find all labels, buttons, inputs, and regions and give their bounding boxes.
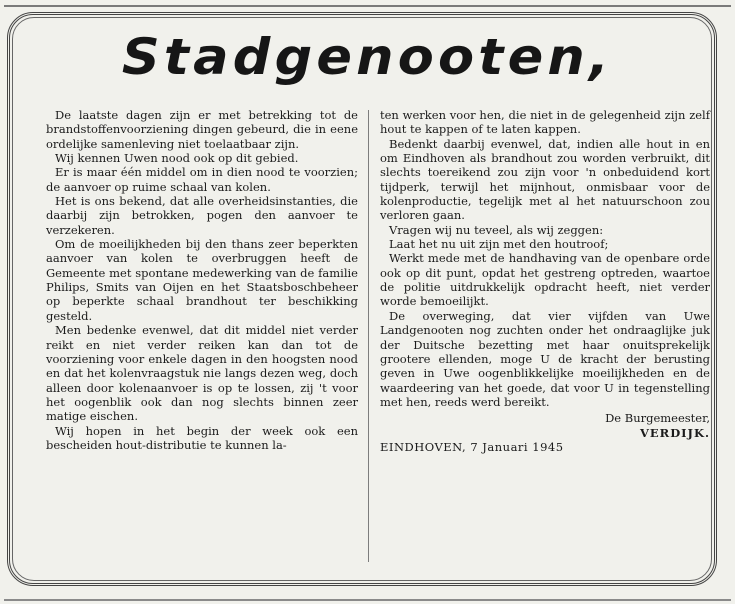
paragraph: Werkt mede met de handhaving van de openbare orde ook op dit punt, opdat het gestreng optreden, waartoe de politie uitdrukkelijk opdracht heeft, niet verder worde bemoeilijkt. [380, 251, 710, 309]
paragraph: Vragen wij nu teveel, als wij zeggen: [389, 222, 604, 237]
paragraph: De overweging, dat vier vijfden van Uwe Landgenooten nog zuchten onder het ondraaglijke juk der Duitsche bezetting met haar onuitsprekelijk grootere ellenden, moge U de kracht der berusting geven in Uwe oogenblikkelijke moeilijkheden en de waardeering van het goede, dat voor U in tegenstelling met hen, reeds werd bereikt. [380, 308, 710, 409]
left-column [46, 108, 358, 452]
headline: Stadgenooten, [121, 28, 614, 86]
right-column [380, 108, 710, 454]
paragraph: Het is ons bekend, dat alle overheidsinstanties, die daarbij zijn betrokken, pogen den aanvoer te verzekeren. [46, 194, 358, 237]
bottom-rule [4, 599, 731, 601]
top-rule [4, 5, 731, 7]
paragraph: Laat het nu uit zijn met den houtroof; [389, 237, 609, 252]
column-divider [368, 110, 369, 562]
paragraph: Men bedenke evenwel, dat dit middel niet verder reikt en niet verder reiken kan dan tot de voorziening voor enkele dagen in den hoogsten nood en dat het kolenvraagstuk nie langs dezen weg, doch alleen door kolenaanvoer is op te lossen, zij 't voor het oogenblik ook dan nog slechts binnen zeer matige eischen. [46, 323, 358, 424]
signature-title: De Burgemeester, [605, 411, 710, 426]
paragraph: ten werken voor hen, die niet in de gelegenheid zijn zelf hout te kappen of te laten kappen. [380, 108, 710, 137]
paragraph: De laatste dagen zijn er met betrekking tot de brandstoffenvoorziening dingen gebeurd, die in eene ordelijke samenleving niet toelaatbaar zijn. [46, 108, 358, 151]
signature-name: VERDIJK. [639, 425, 710, 440]
dateline: EINDHOVEN, 7 Januari 1945 [380, 439, 564, 454]
paragraph: Er is maar één middel om in dien nood te voorzien; de aanvoer op ruime schaal van kolen. [46, 165, 358, 194]
paragraph: Bedenkt daarbij evenwel, dat, indien alle hout in en om Eindhoven als brandhout zou worden verbruikt, dit slechts toereikend zou zijn voor 'n onbeduidend kort tijdperk, terwijl het mijnhout, onmisbaar voor de kolenproductie, tegelijk met al het natuurschoon zou verloren gaan. [380, 136, 710, 223]
paragraph: Om de moeilijkheden bij den thans zeer beperkten aanvoer van kolen te overbruggen heeft de Gemeente met spontane medewerking van de familie Philips, Smits van Oijen en het Staatsboschbeheer op beperkte schaal brandhout ter beschikking gesteld. [46, 237, 358, 323]
paragraph: Wij hopen in het begin der week ook een bescheiden hout-distributie te kunnen la- [46, 423, 358, 452]
paragraph: Wij kennen Uwen nood ook op dit gebied. [55, 151, 299, 166]
